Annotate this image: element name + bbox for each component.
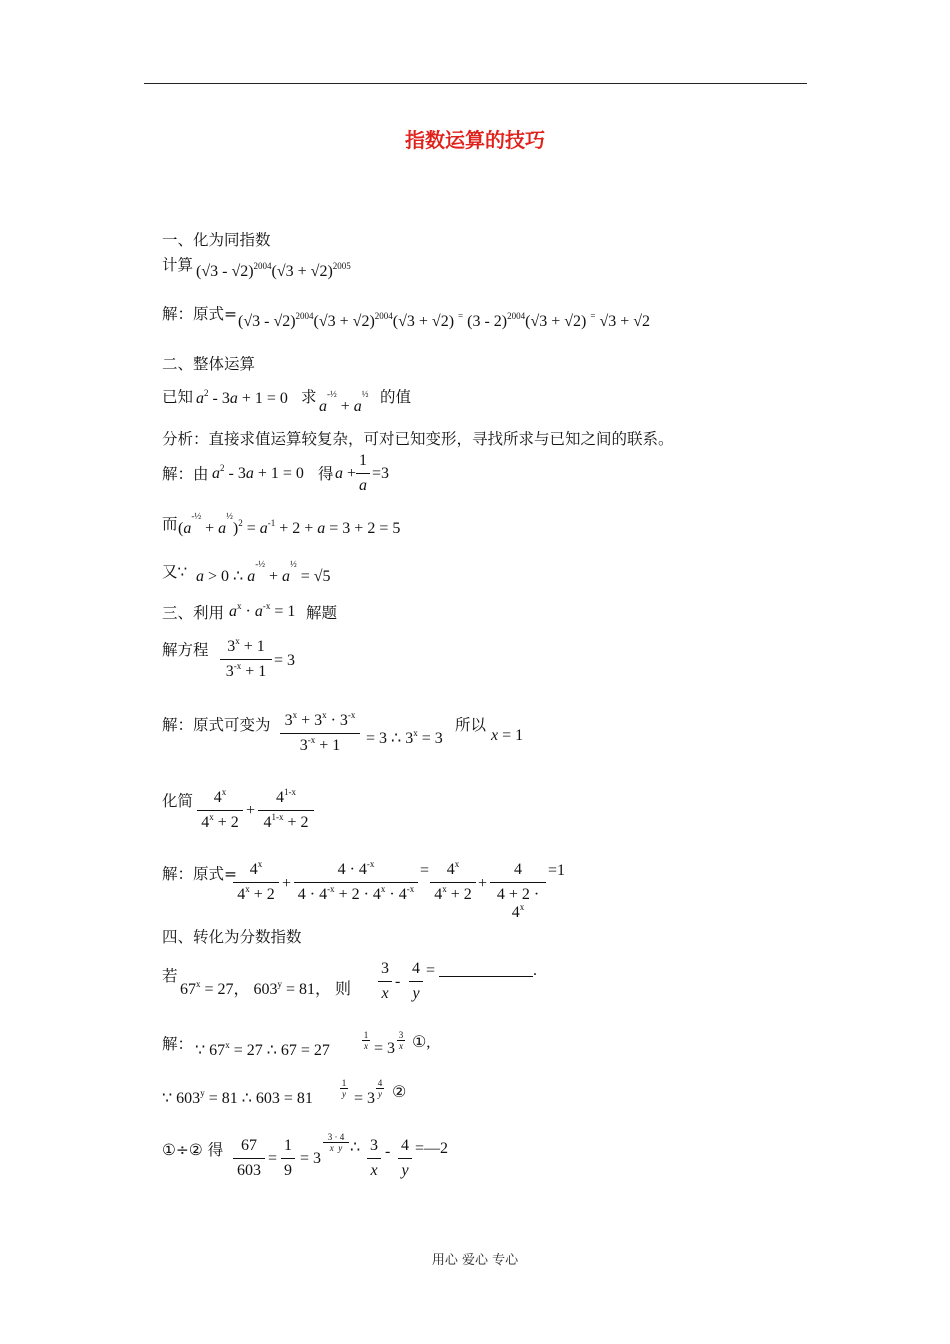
equation-fraction: $3^x + 1$ $3^{-x} + 1$: [220, 638, 272, 681]
sol2-expression: ∵ $603^y = 81$ ∴ 603 = 81: [162, 1088, 313, 1107]
section-3-heading-pre: 三、利用: [162, 604, 225, 622]
sol1-result: =3: [372, 465, 390, 482]
sol2-exp-frac-2: 4 y: [377, 1078, 383, 1099]
section-3-heading-post: 解题: [306, 604, 338, 622]
ask-expression: $a^{-\frac{1}{2}} + a^{\frac{1}{2}}$: [319, 389, 369, 415]
simplify-fraction-1: 4$^x$ $4^x + 2$: [197, 789, 243, 832]
simplify-solution-frac-4: 4 $4 + 2 \cdot 4^x$: [490, 861, 546, 922]
sol2-exp-frac-1: 1 y: [341, 1078, 347, 1099]
sol3-label: 又∵: [162, 563, 188, 581]
question-answer-blank[interactable]: = .: [426, 962, 538, 979]
equation-solution-fraction: $3^x + 3^x \cdot 3^{-x}$ $3^{-x} + 1$: [280, 712, 360, 755]
sol1-mid: 得: [318, 465, 334, 483]
page-footer: 用心 爱心 专心: [431, 1253, 519, 1268]
sol-label: 解：: [162, 1035, 194, 1053]
sol1-mark: ①,: [412, 1034, 431, 1051]
sol3-result: =—2: [415, 1140, 449, 1157]
ask-suffix: 的值: [380, 388, 412, 406]
sol3-minus: -: [385, 1143, 391, 1160]
given-expression: $a^2 - 3a + 1 = 0$: [196, 388, 288, 407]
sol1-expression: $a^2 - 3a + 1 = 0$: [212, 463, 304, 482]
sol1-fraction: 1 a: [356, 452, 370, 495]
solution-expression: $(√3 - √2)^{2004}(√3 + √2)^{2004}(√3 + √2)$ = (3 - 2)$^{2004}$(√3 + √2) = √3 + √2: [238, 311, 651, 330]
simplify-solution-frac-3: 4$^x$ $4^x + 2$: [430, 861, 476, 904]
simplify-solution-frac-2: $4 \cdot 4^{-x}$ $4 \cdot 4^{-x} + 2 \cdot 4^x \cdot 4^{-x}$: [294, 861, 418, 904]
sol3-frac-2: 1 9: [281, 1137, 295, 1180]
calc-expression: $(√3 - √2)^{2004}(√3 + √2)^{2005}$: [196, 261, 351, 280]
equation-solution-label: 解：原式可变为: [162, 716, 271, 734]
section-1-heading: 一、化为同指数: [162, 231, 271, 249]
question-conditions: $67^x = 27$， $603^y = 81$， 则: [180, 979, 352, 998]
sol2-mark: ②: [392, 1084, 407, 1101]
sol3-frac-3: 3 x: [367, 1137, 381, 1180]
calc-label: 计算: [162, 256, 194, 274]
page-title: 指数运算的技巧: [405, 128, 545, 152]
sol3-exp: 3 · 4 x y: [323, 1132, 349, 1153]
sol1-eq: = 3: [374, 1040, 396, 1057]
sol1-exp-frac-1: 1 x: [363, 1030, 369, 1051]
sol3-eq-2: = 3: [300, 1150, 322, 1167]
sol3-frac-4: 4 y: [398, 1137, 412, 1180]
sol2-eq: = 3: [354, 1090, 376, 1107]
simplify-solution-label: 解：原式=: [162, 865, 237, 883]
sol1-a: a +: [335, 465, 357, 482]
equation-solution-tail: = 3 ∴ $3^x = 3$: [366, 728, 443, 747]
sol2-expression: $(a^{-\frac{1}{2}} + a^{\frac{1}{2}})^2 = a^{-1} + 2 + a = 3 + 2 = 5$: [178, 511, 401, 537]
sol1-label: 解：由: [162, 465, 209, 483]
simplify-solution-frac-1: 4$^x$ $4^x + 2$: [233, 861, 279, 904]
simplify-solution-result: =1: [548, 862, 566, 879]
question-frac-1: 3 x: [378, 960, 392, 1003]
equation-solution-mid: 所以: [455, 716, 487, 734]
simplify-plus: +: [246, 802, 256, 819]
solution-label: 解：原式=: [162, 305, 237, 323]
simplify-solution-eq-1: =: [420, 862, 430, 879]
equation-label: 解方程: [162, 641, 209, 659]
equation-rhs: = 3: [274, 652, 296, 669]
section-4-heading: 四、转化为分数指数: [162, 928, 302, 946]
sol1-exp-frac-2: 3 x: [398, 1030, 404, 1051]
section-3-heading-expr: $a^x \cdot a^{-x} = 1$: [229, 601, 296, 620]
sol3-expression: a > 0 ∴ $a^{-\frac{1}{2}} + a^{\frac{1}{2}} = √5$: [196, 559, 331, 585]
sol1-expression: ∵ $67^x = 27$ ∴ 67 = 27: [195, 1040, 330, 1059]
ask-label: 求: [301, 388, 317, 406]
sol2-label: 而: [162, 515, 178, 533]
sol3-therefore: ∴: [350, 1139, 361, 1156]
simplify-solution-plus-1: +: [282, 875, 292, 892]
equation-solution-result: x = 1: [491, 727, 524, 744]
simplify-solution-plus-2: +: [478, 875, 488, 892]
question-label: 若: [162, 967, 178, 985]
simplify-fraction-2: 4$^{1-x}$ $4^{1-x} + 2$: [258, 789, 314, 832]
question-frac-2: 4 y: [409, 960, 423, 1003]
section-2-heading: 二、整体运算: [162, 355, 256, 373]
simplify-label: 化简: [162, 792, 194, 810]
question-minus: -: [395, 973, 401, 990]
sol3-eq-1: =: [268, 1150, 278, 1167]
sol3-label: ①÷② 得: [162, 1141, 224, 1159]
analysis-text: 分析：直接求值运算较复杂，可对已知变形，寻找所求与已知之间的联系。: [162, 430, 674, 448]
given-label: 已知: [162, 388, 194, 406]
sol3-frac-1: 67 603: [233, 1137, 265, 1180]
